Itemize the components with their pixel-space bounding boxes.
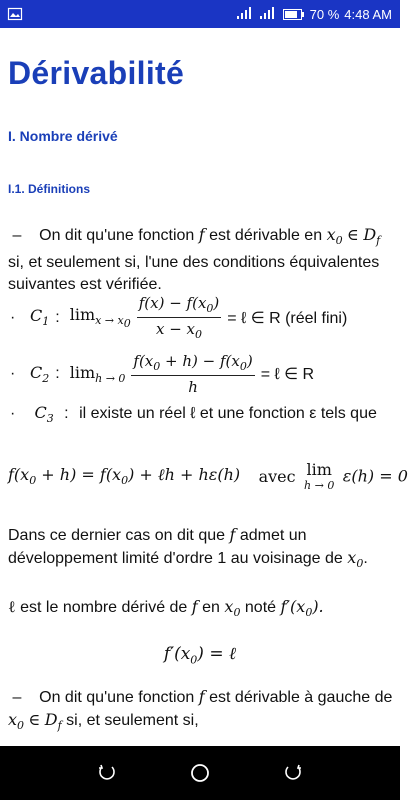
recent-apps-icon: [98, 764, 116, 782]
home-icon: [190, 763, 210, 783]
signal-icon: [237, 7, 255, 22]
section-heading: I. Nombre dérivé: [8, 128, 118, 144]
paragraph-gauche: – On dit qu'une fonction f est dérivable à gauche de $x_0$ ∈ $D_f$ si, et seulement si,: [8, 687, 393, 733]
clock: 4:48 AM: [344, 6, 392, 22]
status-bar: [0, 0, 400, 28]
equation-derivative: $f'(x_0)$ = ℓ: [163, 644, 237, 667]
condition-c3: · $C_3$ : il existe un réel ℓ et une fonction ε tels que: [10, 403, 377, 426]
back-button[interactable]: [273, 753, 313, 793]
recent-apps-button[interactable]: [87, 753, 127, 793]
battery-icon: [283, 9, 305, 20]
battery-percent: 70 %: [309, 6, 340, 22]
page-title: Dérivabilité: [8, 55, 185, 91]
subsection-heading: I.1. Définitions: [8, 182, 91, 196]
c2-fraction: $\frac{f(x_0 + h) - f(x_0)}{h}$: [133, 352, 253, 396]
equation-dl: $f(x_0 + h) = f(x_0)$ + ℓh + hε(h) avec lim h → 0 ε(h) = 0: [8, 460, 408, 492]
back-icon: [284, 764, 302, 782]
condition-c2: · $C_2$ : $\lim_{h \to 0}$ $\frac{f(x_0 + h) - f(x_0)}{h}$ = ℓ ∈ R: [10, 352, 315, 396]
dash-bullet: –: [12, 227, 22, 244]
navigation-bar: [0, 746, 400, 800]
condition-c1: · $C_1$ : $\lim_{x \to x_0}$ $\frac{f(x) - f(x_0)}{x - x_0}$ = ℓ ∈ R (réel fini): [10, 294, 348, 341]
paragraph-nombre-derive: ℓ est le nombre dérivé de f en $x_0$ noté $f'(x_0)$.: [8, 597, 324, 620]
app-notification-icon: [8, 7, 24, 21]
signal-icon-2: [260, 7, 278, 22]
article-content: [0, 28, 408, 746]
c1-fraction: $\frac{f(x) - f(x_0)}{x - x_0}$: [138, 294, 220, 341]
paragraph-dl: Dans ce dernier cas on dit que f admet un développement limité d'ordre 1 au voisinage de $x_0$.: [8, 525, 368, 571]
intro-paragraph: – On dit qu'une fonction f est dérivable en $x_0$ ∈ $D_f$ si, et seulement si, l'une des conditions équivalentes suivantes est vérifiée.: [8, 225, 381, 294]
home-button[interactable]: [180, 753, 220, 793]
